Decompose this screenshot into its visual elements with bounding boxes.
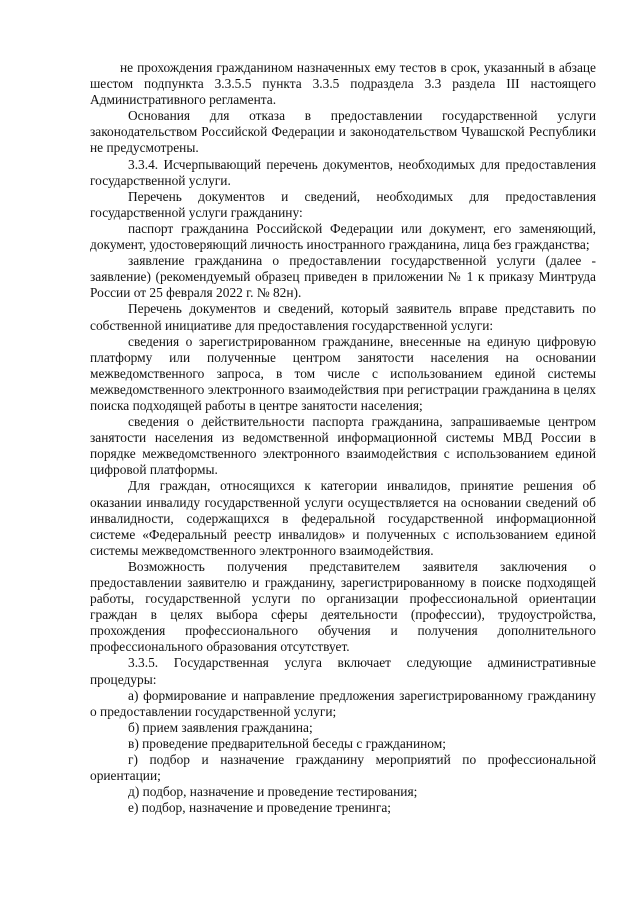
procedure-item-e: е) подбор, назначение и проведение тренинга; <box>128 800 391 816</box>
section-heading-3-3-4: 3.3.4. Исчерпывающий перечень документов, необходимых для предоставления государственной услуги. <box>90 156 596 188</box>
procedure-item-b: б) прием заявления гражданина; <box>128 719 313 735</box>
document-page <box>90 60 596 816</box>
paragraph-refusal-grounds: Основания для отказа в предоставлении государственной услуги законодательством Российской Федерации и законодательством Чувашской Республики не предусмотрены. <box>90 108 596 156</box>
paragraph-representative: Возможность получения представителем заявителя заключения о предоставлении заявителю и гражданину, зарегистрированному в поиске подходящей работы, государственной услуги по организации профессиональной ориентации граждан в целях выбора сферы деятельности (профессии), трудоустройства, прохождения профессионального обучения и получения дополнительного профессионального образования отсутствует. <box>90 558 596 655</box>
list-item-passport-validity: сведения о действительности паспорта гражданина, запрашиваемые центром занятости населения из ведомственной информационной системы МВД России в порядке межведомственного электронного взаимодействия с использованием единой цифровой платформы. <box>90 414 596 478</box>
procedure-item-g: г) подбор и назначение гражданину мероприятий по профессиональной ориентации; <box>90 752 596 784</box>
paragraph-disabled-citizens: Для граждан, относящихся к категории инвалидов, принятие решения об оказании инвалиду государственной услуги осуществляется на основании сведений об инвалидности, содержащихся в федеральной государственной информационной системе «Федеральный реестр инвалидов» и полученных с использованием единой системы межведомственного электронного взаимодействия. <box>90 478 596 558</box>
procedure-item-d: д) подбор, назначение и проведение тестирования; <box>128 784 418 800</box>
paragraph-optional-documents-intro: Перечень документов и сведений, который заявитель вправе представить по собственной инициативе для предоставления государственной услуги: <box>90 301 596 333</box>
procedure-item-v: в) проведение предварительной беседы с гражданином; <box>128 735 446 751</box>
list-item-passport: паспорт гражданина Российской Федерации или документ, его заменяющий, документ, удостоверяющий личность иностранного гражданина, лица без гражданства; <box>90 220 596 253</box>
paragraph-documents-list-intro: Перечень документов и сведений, необходимых для предоставления государственной услуги гражданину: <box>90 188 596 220</box>
list-item-application: заявление гражданина о предоставлении государственной услуги (далее - заявление) (рекомендуемый образец приведен в приложении № 1 к приказу Минтруда России от 25 февраля 2022 г. № 82н). <box>90 253 596 301</box>
list-item-registered-citizen-info: сведения о зарегистрированном гражданине, внесенные на единую цифровую платформу или полученные центром занятости населения на основании межведомственного запроса, в том числе с использованием единой системы межведомственного электронного взаимодействия при регистрации гражданина в целях поиска подходящей работы в центре занятости населения; <box>90 333 596 413</box>
paragraph-continuation: не прохождения гражданином назначенных ему тестов в срок, указанный в абзаце шестом подпункта 3.3.5.5 пункта 3.3.5 подраздела 3.3 раздела III настоящего Административного регламента. <box>90 60 596 108</box>
section-heading-3-3-5: 3.3.5. Государственная услуга включает следующие административные процедуры: <box>90 655 596 687</box>
procedure-item-a: а) формирование и направление предложения зарегистрированному гражданину о предоставлении государственной услуги; <box>90 687 596 719</box>
